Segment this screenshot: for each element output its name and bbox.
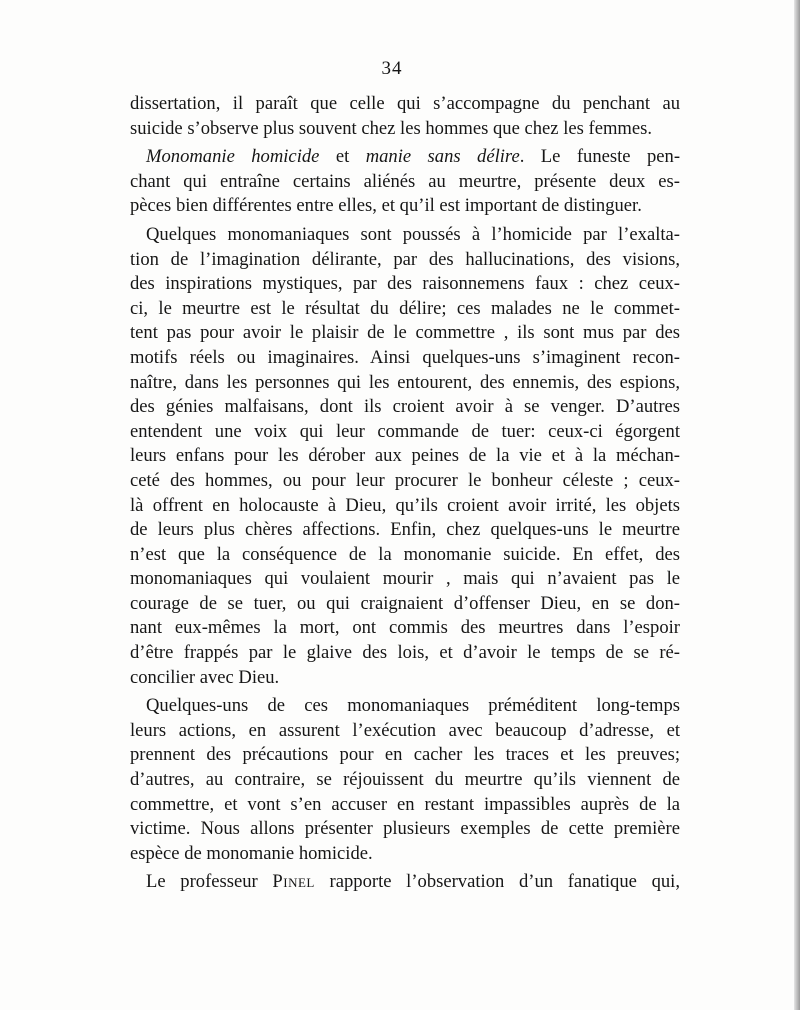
- text-line: des génies malfaisans, dont ils croient avoir à se venger. D’autres: [130, 396, 680, 418]
- author-name-pinel: Pinel: [272, 871, 315, 893]
- text-line: nant eux-mêmes la mort, ont commis des meurtres dans l’espoir: [130, 617, 680, 639]
- text-line: Quelques-uns de ces monomaniaques préméditent long-temps: [146, 695, 680, 717]
- text-line: tent pas pour avoir le plaisir de le commettre , ils sont mus par des: [130, 322, 680, 344]
- page-number: 34: [381, 58, 403, 79]
- text-line: pèces bien différentes entre elles, et qu’il est important de distinguer.: [130, 195, 642, 217]
- text-line: concilier avec Dieu.: [130, 666, 280, 688]
- section-heading-line: [130, 145, 680, 170]
- text-line: d’être frappés par le glaive des lois, et d’avoir le temps de se ré-: [130, 642, 680, 664]
- heading-monomanie-homicide: Monomanie homicide: [146, 146, 320, 168]
- heading-conjunction: et: [319, 146, 366, 168]
- text-line: naître, dans les personnes qui les entourent, des ennemis, des espions,: [130, 371, 680, 393]
- text-line: suicide s’observe plus souvent chez les hommes que chez les femmes.: [130, 117, 653, 139]
- text-line: dissertation, il paraît que celle qui s’accompagne du penchant au: [130, 93, 680, 114]
- text-line: prennent des précautions pour en cacher les traces et les preuves;: [130, 744, 680, 766]
- text-tail: rapporte l’observation d’un fanatique qui,: [314, 871, 680, 893]
- text-line: chant qui entraîne certains aliénés au meurtre, présente deux es-: [130, 170, 680, 192]
- text-line: ci, le meurtre est le résultat du délire; ces malades ne le commet-: [130, 297, 680, 319]
- text-line: des inspirations mystiques, par des raisonnemens faux : chez ceux-: [130, 273, 680, 295]
- text-line: là offrent en holocauste à Dieu, qu’ils croient avoir irrité, les objets: [130, 494, 680, 516]
- text-line: [130, 870, 680, 895]
- text-line: courage de se tuer, ou qui craignaient d’offenser Dieu, en se don-: [130, 592, 680, 614]
- body-text: [130, 92, 680, 895]
- text-line: n’est que la conséquence de la monomanie suicide. En effet, des: [130, 543, 680, 565]
- text-line: d’autres, au contraire, se réjouissent du meurtre qu’ils viennent de: [130, 769, 680, 791]
- text-line: espèce de monomanie homicide.: [130, 842, 373, 864]
- text-line: ceté des hommes, ou pour leur procurer le bonheur céleste ; ceux-: [130, 469, 680, 491]
- text-line: tion de l’imagination délirante, par des hallucinations, des visions,: [130, 248, 680, 270]
- text-line: Quelques monomaniaques sont poussés à l’homicide par l’exalta-: [146, 223, 680, 245]
- text-line: victime. Nous allons présenter plusieurs exemples de cette première: [130, 818, 680, 840]
- text-line: de leurs plus chères affections. Enfin, chez quelques-uns le meurtre: [130, 519, 680, 541]
- text-line: commettre, et vont s’en accuser en restant impassibles auprès de la: [130, 793, 680, 815]
- text-line: leurs enfans pour les dérober aux peines de la vie et à la méchan-: [130, 445, 680, 467]
- heading-manie-sans-delire: manie sans délire: [365, 146, 520, 168]
- text-line: motifs réels ou imaginaires. Ainsi quelques-uns s’imaginent recon-: [130, 346, 680, 368]
- text-line: monomaniaques qui voulaient mourir , mais qui n’avaient pas le: [130, 568, 680, 590]
- page-edge-shadow: [794, 0, 800, 1010]
- text-lead: Le professeur: [146, 871, 273, 893]
- text-line: leurs actions, en assurent l’exécution avec beaucoup d’adresse, et: [130, 719, 680, 741]
- text-line: entendent une voix qui leur commande de tuer: ceux-ci égorgent: [130, 420, 680, 442]
- heading-tail: . Le funeste pen-: [519, 146, 681, 168]
